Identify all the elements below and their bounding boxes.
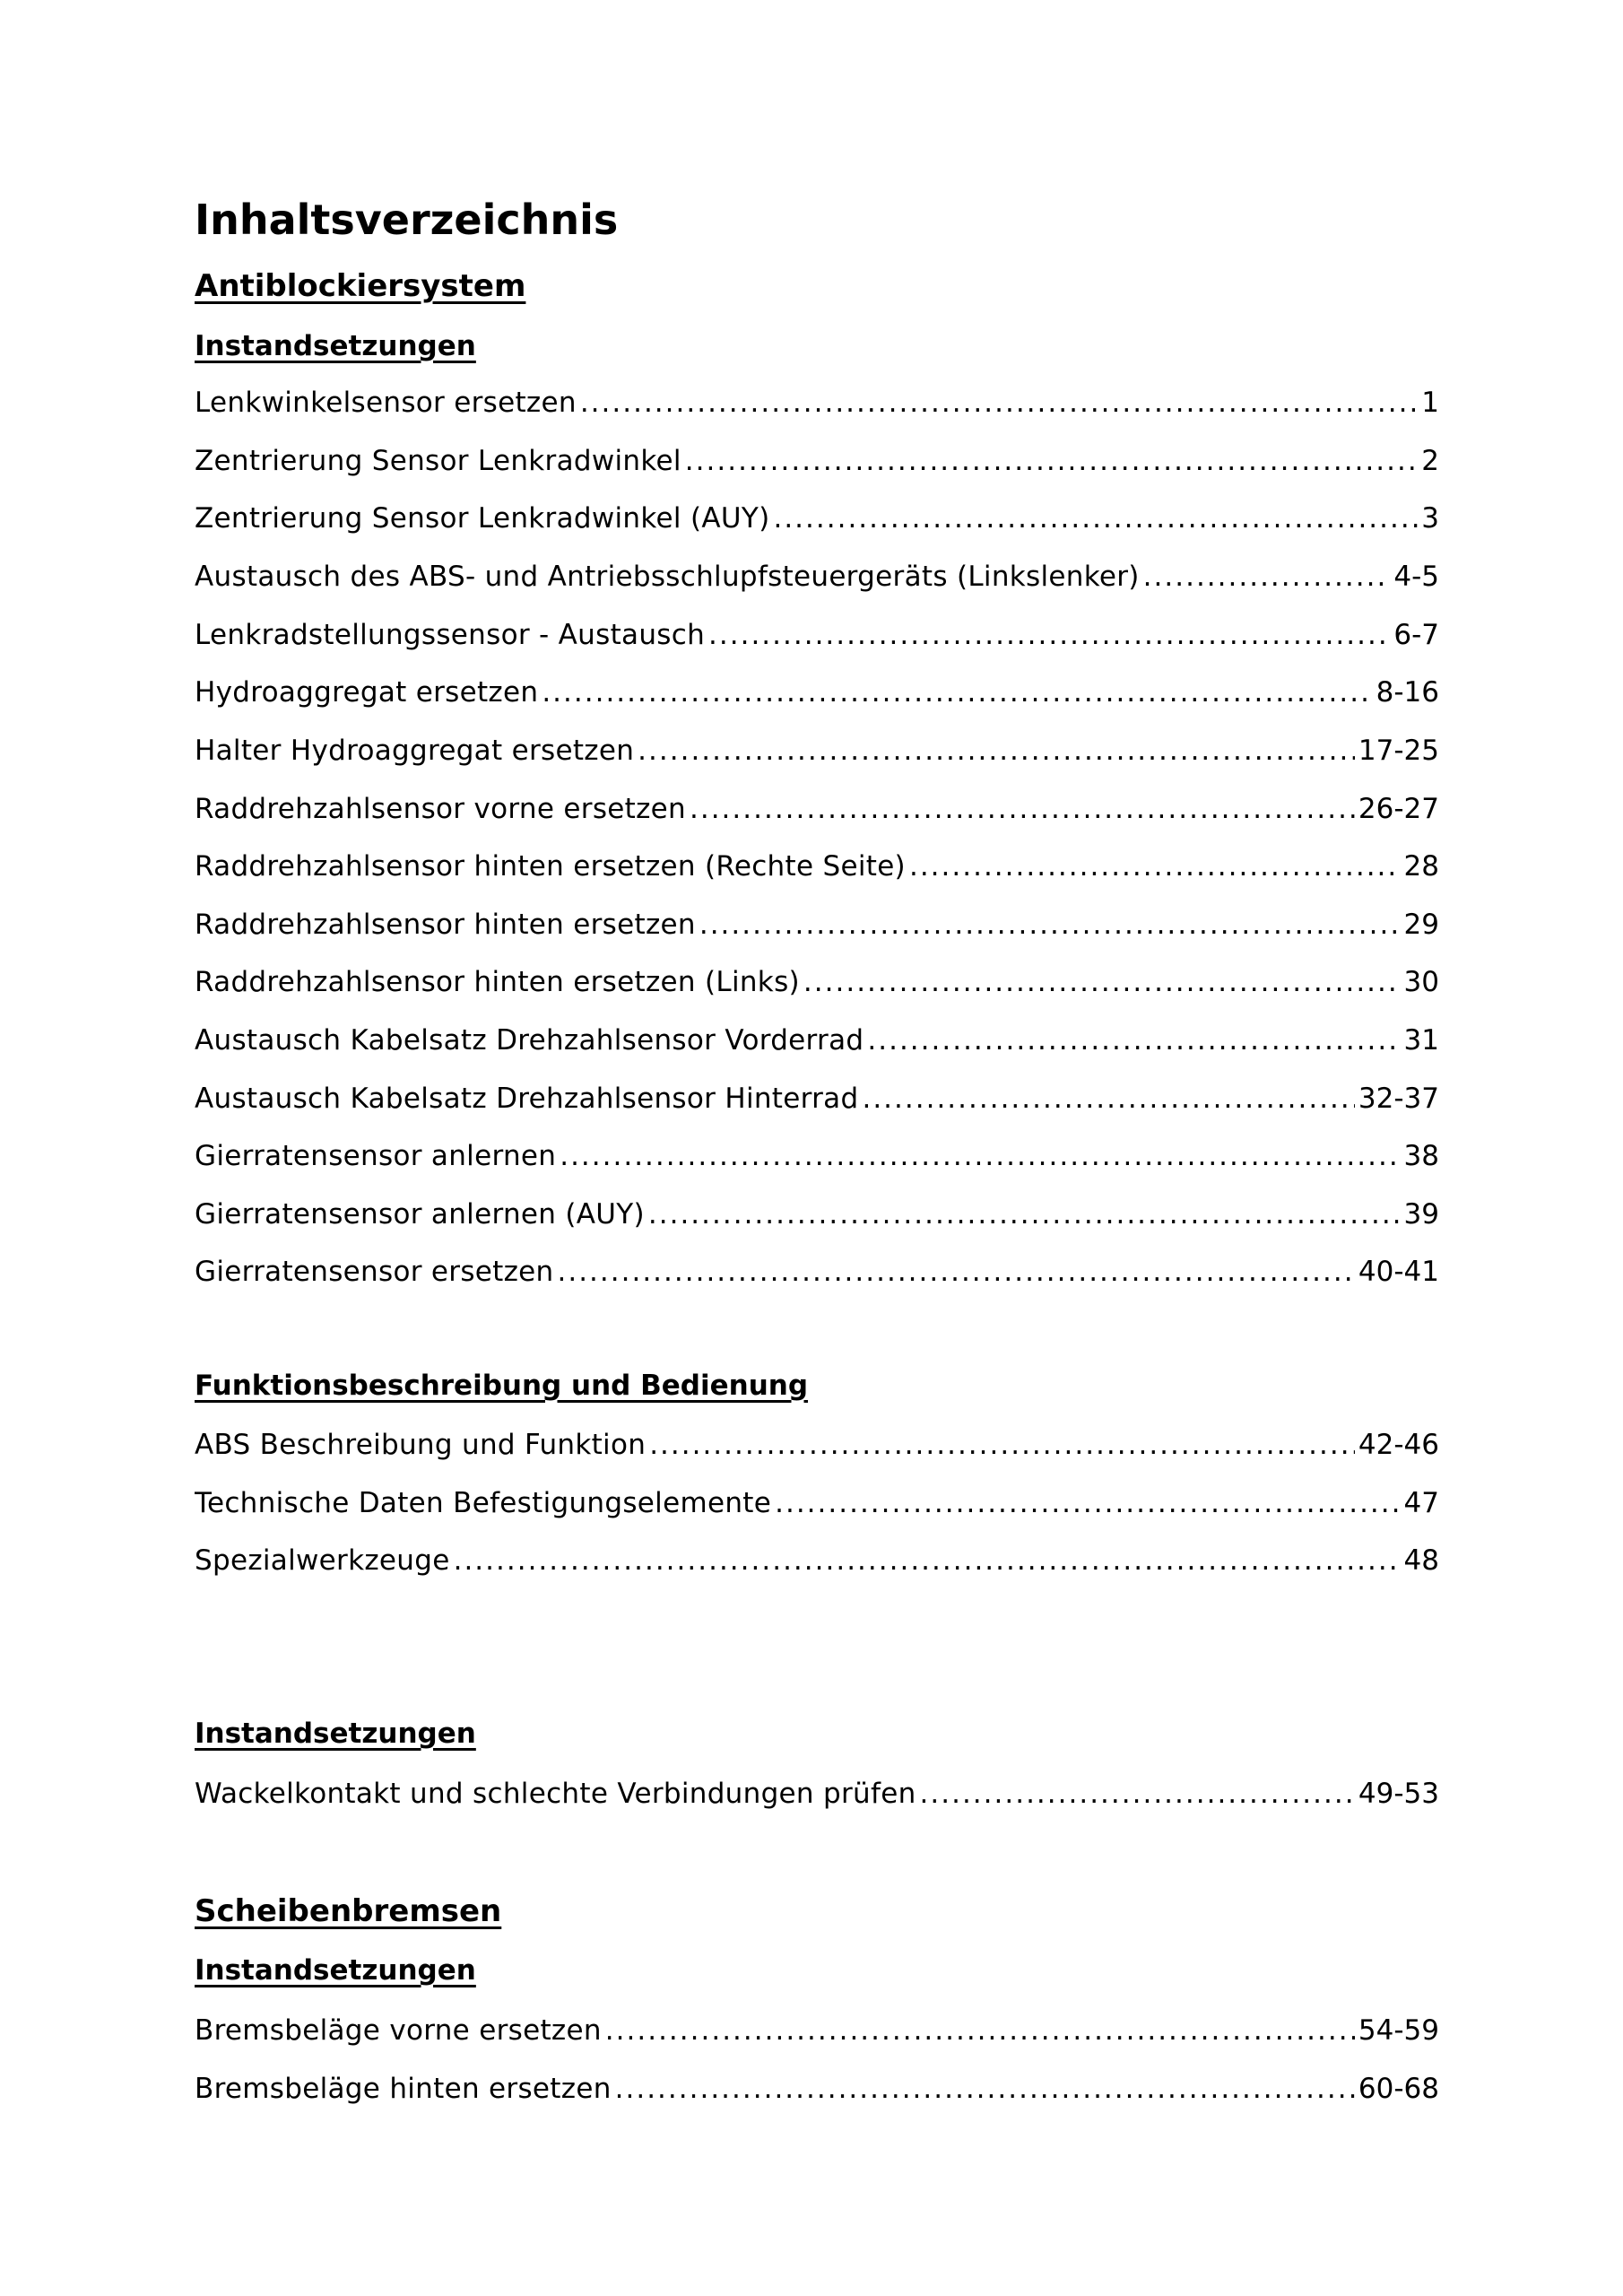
toc-entry[interactable] [195,385,1439,421]
toc-entry[interactable] [195,1196,1439,1232]
toc-entry-page: 17-25 [1358,735,1439,767]
dot-leader [542,674,1372,710]
toc-entry-page: 3 [1421,502,1439,535]
toc-entry[interactable] [195,1427,1439,1463]
toc-entry-label: Gierratensensor anlernen [195,1140,557,1172]
toc-entry-label: Gierratensensor anlernen (AUY) [195,1198,645,1231]
toc-entry[interactable] [195,1485,1439,1521]
toc-entry[interactable] [195,1776,1439,1812]
dot-leader [558,1254,1355,1290]
section-title: Instandsetzungen [195,1718,476,1750]
toc-entry[interactable] [195,1254,1439,1290]
toc-entry[interactable] [195,617,1439,653]
toc-entry-label: Raddrehzahlsensor vorne ersetzen [195,793,686,825]
toc-entry-page: 39 [1403,1198,1439,1231]
section-title: Instandsetzungen [195,330,476,362]
toc-entry-page: 4-5 [1393,561,1439,593]
dot-leader [1143,559,1391,595]
toc-entry-page: 6-7 [1393,619,1439,651]
toc-entry-label: Austausch Kabelsatz Drehzahlsensor Vorderrad [195,1024,864,1057]
dot-leader [920,1776,1355,1812]
toc-entry-page: 60-68 [1358,2073,1439,2105]
toc-entry-label: Bremsbeläge hinten ersetzen [195,2073,612,2105]
chapter-title: Scheibenbremsen [195,1893,502,1929]
dot-leader [615,2071,1355,2107]
toc-entry-page: 8-16 [1376,676,1439,709]
toc-entry[interactable] [195,674,1439,710]
toc-entry[interactable] [195,443,1439,479]
dot-leader [685,443,1418,479]
dot-leader [649,1427,1355,1463]
toc-entry[interactable] [195,2071,1439,2107]
section-title: Funktionsbeschreibung und Bedienung [195,1370,809,1402]
dot-leader [708,617,1390,653]
toc-entry[interactable] [195,907,1439,943]
toc-entry-page: 29 [1403,909,1439,941]
toc-entry-page: 49-53 [1358,1778,1439,1810]
toc-entry[interactable] [195,964,1439,1000]
toc-entry-label: Lenkwinkelsensor ersetzen [195,387,577,419]
toc-entry-label: Austausch des ABS- und Antriebsschlupfsteuergeräts (Linkslenker) [195,561,1140,593]
toc-entry[interactable] [195,848,1439,884]
dot-leader [560,1138,1400,1174]
dot-leader [909,848,1401,884]
toc-entry-label: Wackelkontakt und schlechte Verbindungen prüfen [195,1778,916,1810]
toc-entry[interactable] [195,1138,1439,1174]
dot-leader [775,1485,1400,1521]
toc-entry[interactable] [195,733,1439,769]
dot-leader [454,1543,1401,1578]
toc-entry-label: Raddrehzahlsensor hinten ersetzen (Rechte Seite) [195,850,906,883]
toc-entry-page: 26-27 [1358,793,1439,825]
dot-leader [605,2013,1355,2048]
toc-entry-label: Hydroaggregat ersetzen [195,676,539,709]
toc-entry-label: Austausch Kabelsatz Drehzahlsensor Hinterrad [195,1083,859,1115]
toc-entry-label: Halter Hydroaggregat ersetzen [195,735,635,767]
toc-entry-label: Zentrierung Sensor Lenkradwinkel [195,445,681,477]
toc-entry[interactable] [195,559,1439,595]
toc-entry[interactable] [195,1081,1439,1117]
toc-entry[interactable] [195,1022,1439,1058]
toc-entry-page: 2 [1421,445,1439,477]
toc-entry-label: Spezialwerkzeuge [195,1544,450,1577]
dot-leader [867,1022,1400,1058]
toc-entry-page: 30 [1403,966,1439,998]
dot-leader [690,791,1355,827]
toc-entry-page: 31 [1403,1024,1439,1057]
toc-entry-label: Technische Daten Befestigungselemente [195,1487,772,1519]
toc-entry-page: 48 [1403,1544,1439,1577]
toc-entry-page: 28 [1403,850,1439,883]
toc-entry-page: 32-37 [1358,1083,1439,1115]
dot-leader [580,385,1418,421]
toc-entry[interactable] [195,500,1439,536]
toc-entry-page: 54-59 [1358,2014,1439,2047]
toc-entry[interactable] [195,1543,1439,1578]
toc-entry-page: 47 [1403,1487,1439,1519]
toc-entry-page: 40-41 [1358,1256,1439,1288]
toc-title: Inhaltsverzeichnis [195,196,619,244]
dot-leader [803,964,1401,1000]
dot-leader [773,500,1418,536]
toc-entry-label: Bremsbeläge vorne ersetzen [195,2014,602,2047]
toc-entry-page: 1 [1421,387,1439,419]
dot-leader [648,1196,1401,1232]
toc-entry-label: Lenkradstellungssensor - Austausch [195,619,706,651]
toc-entry-label: Zentrierung Sensor Lenkradwinkel (AUY) [195,502,770,535]
toc-entry-label: Gierratensensor ersetzen [195,1256,554,1288]
toc-entry[interactable] [195,2013,1439,2048]
toc-entry[interactable] [195,791,1439,827]
toc-entry-label: Raddrehzahlsensor hinten ersetzen [195,909,696,941]
toc-entry-label: Raddrehzahlsensor hinten ersetzen (Links) [195,966,800,998]
dot-leader [862,1081,1354,1117]
section-title: Instandsetzungen [195,1954,476,1987]
toc-entry-label: ABS Beschreibung und Funktion [195,1429,647,1461]
toc-entry-page: 42-46 [1358,1429,1439,1461]
dot-leader [699,907,1401,943]
toc-entry-page: 38 [1403,1140,1439,1172]
chapter-title: Antiblockiersystem [195,268,526,304]
dot-leader [638,733,1355,769]
